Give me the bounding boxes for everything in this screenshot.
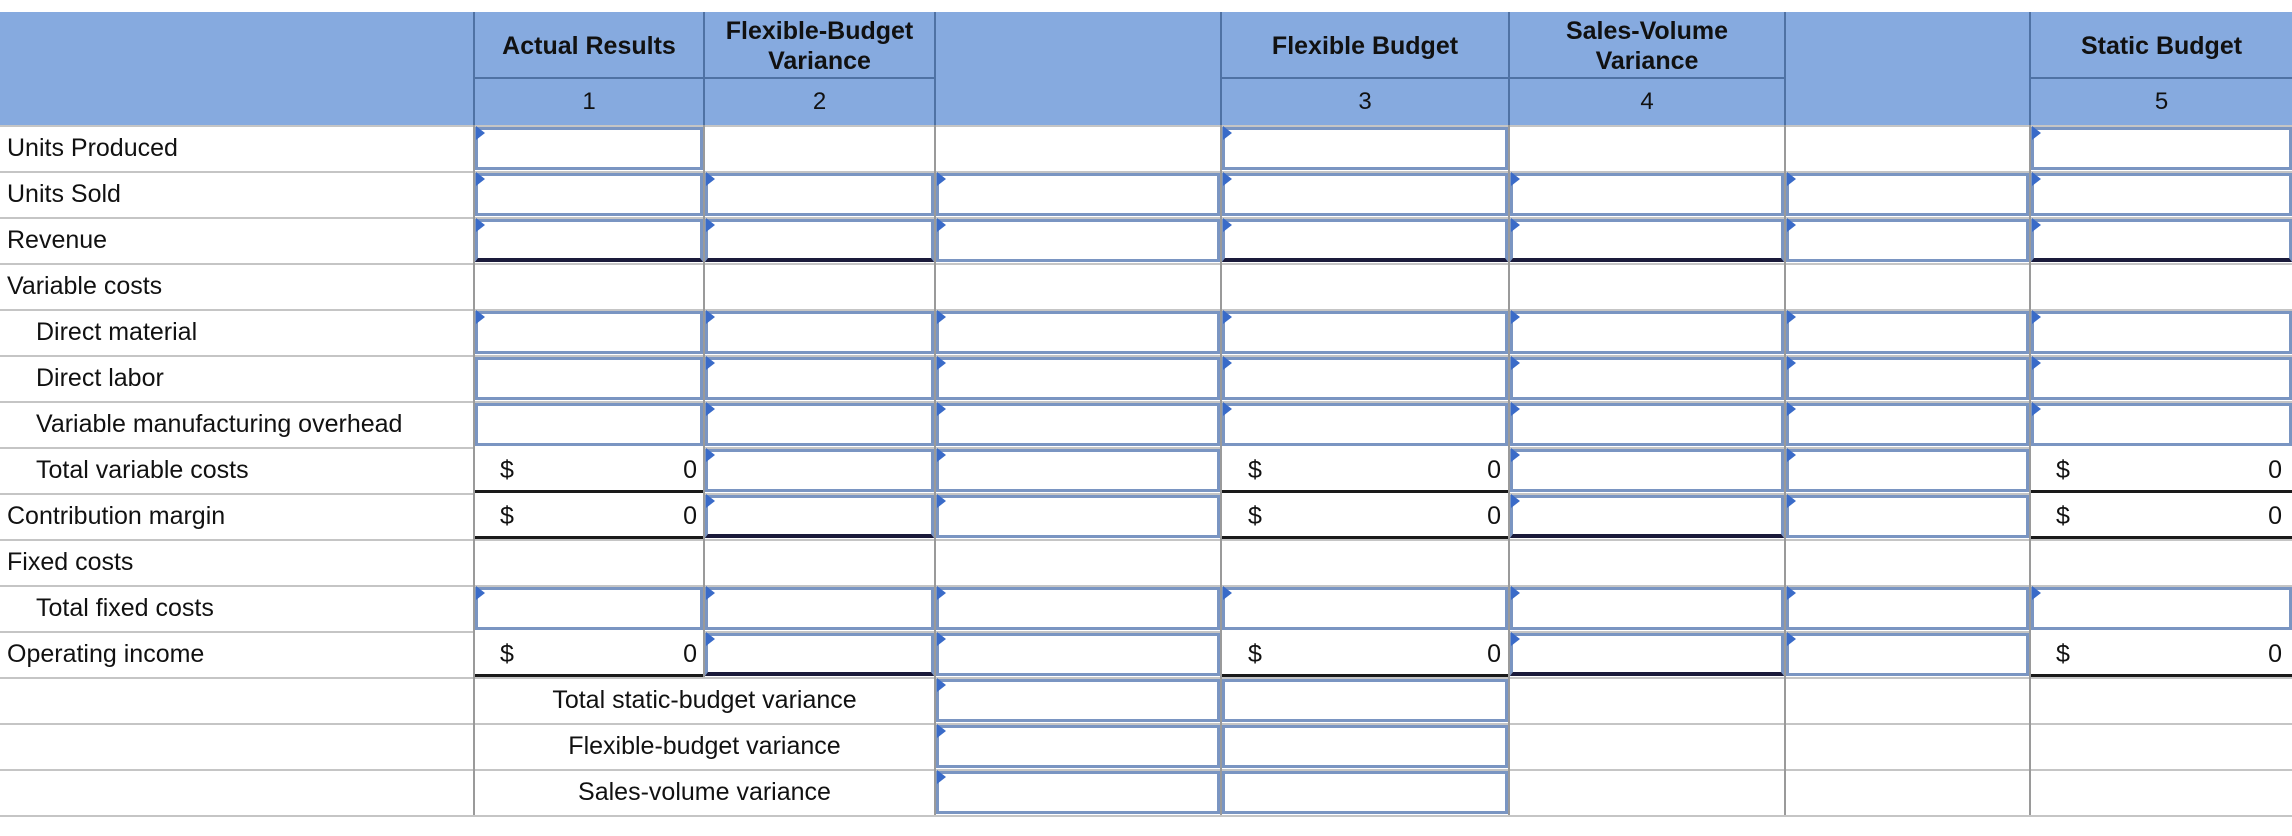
row-label-contribution-margin: Contribution margin <box>7 502 226 530</box>
row-divider <box>0 125 2292 127</box>
caret-right-icon <box>1511 310 1520 324</box>
operating-income-flexible-currency: $ <box>1248 640 1262 668</box>
units-produced-static-input[interactable] <box>2031 127 2292 170</box>
caret-right-icon <box>937 172 946 186</box>
direct-labor-flexible-input[interactable] <box>1222 357 1508 400</box>
operating-income-flex-variance-input[interactable] <box>705 633 934 676</box>
units-produced-flexible-input[interactable] <box>1222 127 1508 170</box>
header-divider <box>934 12 936 125</box>
caret-right-icon <box>2032 172 2041 186</box>
column-title-static-budget: Static Budget <box>2080 31 2243 60</box>
caret-right-icon <box>1787 402 1796 416</box>
total-variable-static-value: 0 <box>2268 456 2282 484</box>
operating-income-sv-type-input[interactable] <box>1786 633 2029 676</box>
contribution-actual-value: 0 <box>683 502 697 530</box>
contribution-static-currency: $ <box>2056 502 2070 530</box>
caret-right-icon <box>937 218 946 232</box>
caret-right-icon <box>706 586 715 600</box>
revenue-sv-variance-input[interactable] <box>1510 219 1784 262</box>
direct-labor-fb-type-input[interactable] <box>936 357 1220 400</box>
caret-right-icon <box>1511 356 1520 370</box>
fixed-costs-flexible-input[interactable] <box>1222 587 1508 630</box>
column-title-flexible-budget: Flexible Budget <box>1271 31 1459 60</box>
caret-right-icon <box>937 494 946 508</box>
overhead-sv-variance-input[interactable] <box>1510 403 1784 446</box>
caret-right-icon <box>1787 310 1796 324</box>
caret-right-icon <box>706 402 715 416</box>
caret-right-icon <box>2032 310 2041 324</box>
caret-right-icon <box>937 356 946 370</box>
operating-income-actual-value: 0 <box>683 640 697 668</box>
column-number-2: 2 <box>812 88 827 115</box>
overhead-flexible-input[interactable] <box>1222 403 1508 446</box>
caret-right-icon <box>937 770 946 784</box>
caret-right-icon <box>476 310 485 324</box>
caret-right-icon <box>476 126 485 140</box>
caret-right-icon <box>1511 448 1520 462</box>
caret-right-icon <box>1223 172 1232 186</box>
overhead-sv-type-input[interactable] <box>1786 403 2029 446</box>
row-label-revenue: Revenue <box>7 226 108 254</box>
overhead-actual-input[interactable] <box>475 403 703 446</box>
row-divider <box>0 263 2292 265</box>
direct-labor-flex-variance-input[interactable] <box>705 357 934 400</box>
total-variable-fb-type-input[interactable] <box>936 449 1220 492</box>
caret-right-icon <box>1223 218 1232 232</box>
caret-right-icon <box>1223 586 1232 600</box>
caret-right-icon <box>2032 218 2041 232</box>
caret-right-icon <box>1223 402 1232 416</box>
caret-right-icon <box>1787 632 1796 646</box>
column-number-4: 4 <box>1640 88 1654 115</box>
caret-right-icon <box>1511 402 1520 416</box>
row-label-variable-costs: Variable costs <box>7 272 163 300</box>
operating-income-static-value: 0 <box>2268 640 2282 668</box>
total-variable-sv-variance-input[interactable] <box>1510 449 1784 492</box>
row-label-units-sold: Units Sold <box>7 180 121 208</box>
contribution-flex-variance-input[interactable] <box>705 495 934 538</box>
revenue-sv-type-input[interactable] <box>1786 219 2029 262</box>
row-label-operating-income: Operating income <box>7 640 205 668</box>
direct-labor-sv-type-input[interactable] <box>1786 357 2029 400</box>
caret-right-icon <box>1511 632 1520 646</box>
operating-income-fb-type-input[interactable] <box>936 633 1220 676</box>
overhead-flex-variance-input[interactable] <box>705 403 934 446</box>
column-number-5: 5 <box>2154 88 2169 115</box>
caret-right-icon <box>706 172 715 186</box>
contribution-flexible-value: 0 <box>1487 502 1501 530</box>
operating-income-flexible-value: 0 <box>1487 640 1501 668</box>
total-variable-actual-currency: $ <box>500 456 514 484</box>
row-label-units-produced: Units Produced <box>7 134 178 162</box>
caret-right-icon <box>937 402 946 416</box>
revenue-static-input[interactable] <box>2031 219 2292 262</box>
row-label-total-fixed-costs: Total fixed costs <box>36 594 214 622</box>
fixed-costs-sv-type-input[interactable] <box>1786 587 2029 630</box>
caret-right-icon <box>937 310 946 324</box>
contribution-sv-type-input[interactable] <box>1786 495 2029 538</box>
units-sold-actual-input[interactable] <box>475 173 703 216</box>
column-number-3: 3 <box>1358 88 1372 115</box>
caret-right-icon <box>937 448 946 462</box>
caret-right-icon <box>2032 586 2041 600</box>
caret-right-icon <box>706 494 715 508</box>
revenue-actual-input[interactable] <box>475 219 703 262</box>
row-divider <box>0 815 2292 817</box>
column-number-1: 1 <box>582 88 596 115</box>
caret-right-icon <box>2032 402 2041 416</box>
caret-right-icon <box>706 632 715 646</box>
caret-right-icon <box>1511 586 1520 600</box>
caret-right-icon <box>476 218 485 232</box>
row-label-direct-material: Direct material <box>36 318 198 346</box>
row-divider <box>0 539 2292 541</box>
units-sold-flexible-input[interactable] <box>1222 173 1508 216</box>
total-variable-flexible-value: 0 <box>1487 456 1501 484</box>
caret-right-icon <box>476 586 485 600</box>
caret-right-icon <box>1787 172 1796 186</box>
caret-right-icon <box>706 218 715 232</box>
row-label-fixed-costs: Fixed costs <box>7 548 134 576</box>
contribution-sv-variance-input[interactable] <box>1510 495 1784 538</box>
caret-right-icon <box>706 448 715 462</box>
caret-right-icon <box>476 172 485 186</box>
total-variable-flexible-currency: $ <box>1248 456 1262 484</box>
units-produced-actual-input[interactable] <box>475 127 703 170</box>
summary-label-total-static-variance: Total static-budget variance <box>552 686 857 714</box>
column-title-flex-variance: Flexible-Budget Variance <box>725 16 914 75</box>
caret-right-icon <box>1511 172 1520 186</box>
caret-right-icon <box>1787 448 1796 462</box>
fixed-costs-flex-variance-input[interactable] <box>705 587 934 630</box>
caret-right-icon <box>1787 586 1796 600</box>
caret-right-icon <box>1787 494 1796 508</box>
direct-material-actual-input[interactable] <box>475 311 703 354</box>
caret-right-icon <box>2032 356 2041 370</box>
caret-right-icon <box>1787 356 1796 370</box>
column-title-actual: Actual Results <box>502 31 676 60</box>
header-divider <box>1784 12 1786 125</box>
caret-right-icon <box>2032 126 2041 140</box>
header-band <box>0 12 2292 125</box>
total-variable-actual-value: 0 <box>683 456 697 484</box>
total-variable-flex-variance-input[interactable] <box>705 449 934 492</box>
operating-income-static-currency: $ <box>2056 640 2070 668</box>
units-sold-flex-variance-input[interactable] <box>705 173 934 216</box>
overhead-static-input[interactable] <box>2031 403 2292 446</box>
caret-right-icon <box>937 586 946 600</box>
caret-right-icon <box>706 356 715 370</box>
fixed-costs-actual-input[interactable] <box>475 587 703 630</box>
direct-material-sv-variance-input[interactable] <box>1510 311 1784 354</box>
direct-material-sv-type-input[interactable] <box>1786 311 2029 354</box>
revenue-flex-variance-input[interactable] <box>705 219 934 262</box>
row-label-total-variable-costs: Total variable costs <box>36 456 249 484</box>
direct-material-flex-variance-input[interactable] <box>705 311 934 354</box>
direct-labor-sv-variance-input[interactable] <box>1510 357 1784 400</box>
revenue-flexible-input[interactable] <box>1222 219 1508 262</box>
caret-right-icon <box>706 310 715 324</box>
revenue-fb-type-input[interactable] <box>936 219 1220 262</box>
caret-right-icon <box>1223 310 1232 324</box>
caret-right-icon <box>937 632 946 646</box>
total-variable-sv-type-input[interactable] <box>1786 449 2029 492</box>
column-title-sales-volume-variance: Sales-Volume Variance <box>1565 16 1729 75</box>
row-label-direct-labor: Direct labor <box>36 364 164 392</box>
direct-labor-static-input[interactable] <box>2031 357 2292 400</box>
units-sold-fb-type-input[interactable] <box>936 173 1220 216</box>
overhead-fb-type-input[interactable] <box>936 403 1220 446</box>
direct-material-flexible-input[interactable] <box>1222 311 1508 354</box>
fixed-costs-sv-variance-input[interactable] <box>1510 587 1784 630</box>
units-sold-static-input[interactable] <box>2031 173 2292 216</box>
operating-income-sv-variance-input[interactable] <box>1510 633 1784 676</box>
total-variable-static-currency: $ <box>2056 456 2070 484</box>
contribution-actual-currency: $ <box>500 502 514 530</box>
sales-volume-variance-amount-input[interactable] <box>936 771 1220 814</box>
caret-right-icon <box>1511 218 1520 232</box>
units-sold-sv-variance-input[interactable] <box>1510 173 1784 216</box>
sales-volume-variance-type-input[interactable] <box>1222 771 1508 814</box>
operating-income-actual-currency: $ <box>500 640 514 668</box>
fixed-costs-static-input[interactable] <box>2031 587 2292 630</box>
caret-right-icon <box>1787 218 1796 232</box>
caret-right-icon <box>1223 356 1232 370</box>
summary-label-sales-volume-variance: Sales-volume variance <box>578 778 831 806</box>
caret-right-icon <box>1511 494 1520 508</box>
caret-right-icon <box>937 678 946 692</box>
total-static-variance-type-input[interactable] <box>1222 679 1508 722</box>
contribution-static-value: 0 <box>2268 502 2282 530</box>
direct-material-static-input[interactable] <box>2031 311 2292 354</box>
total-static-variance-amount-input[interactable] <box>936 679 1220 722</box>
direct-labor-actual-input[interactable] <box>475 357 703 400</box>
direct-material-fb-type-input[interactable] <box>936 311 1220 354</box>
caret-right-icon <box>937 724 946 738</box>
summary-label-flexible-variance: Flexible-budget variance <box>568 732 841 760</box>
row-label-variable-overhead: Variable manufacturing overhead <box>36 410 403 438</box>
fixed-costs-fb-type-input[interactable] <box>936 587 1220 630</box>
caret-right-icon <box>1223 126 1232 140</box>
flexible-variance-type-input[interactable] <box>1222 725 1508 768</box>
contribution-flexible-currency: $ <box>1248 502 1262 530</box>
units-sold-sv-type-input[interactable] <box>1786 173 2029 216</box>
contribution-fb-type-input[interactable] <box>936 495 1220 538</box>
flexible-variance-amount-input[interactable] <box>936 725 1220 768</box>
